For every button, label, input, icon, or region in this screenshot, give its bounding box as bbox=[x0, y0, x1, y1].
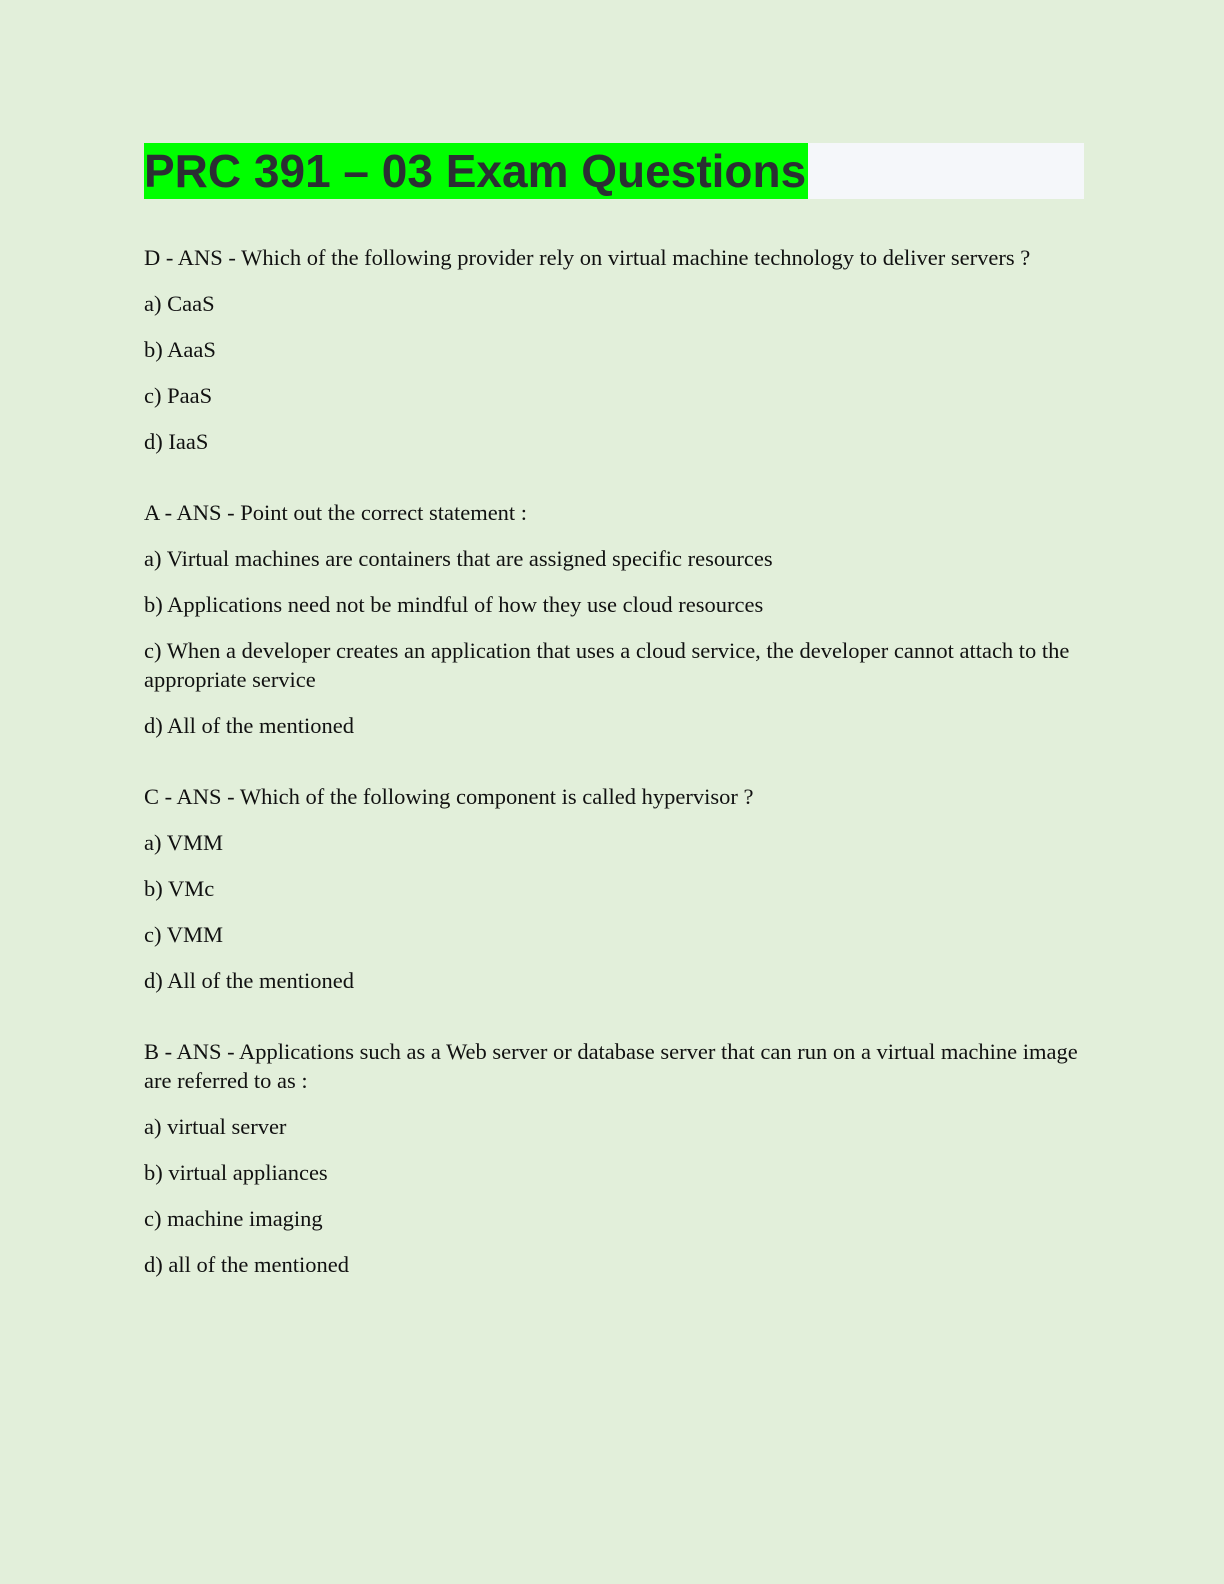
question-text: A - ANS - Point out the correct statement : bbox=[144, 500, 528, 525]
option-b: b) VMc bbox=[144, 876, 215, 901]
option-c: c) VMM bbox=[144, 922, 223, 947]
option-a: a) virtual server bbox=[144, 1114, 287, 1139]
question-block-1 bbox=[144, 243, 1084, 456]
option-a: a) CaaS bbox=[144, 291, 215, 316]
option-d: d) All of the mentioned bbox=[144, 713, 354, 738]
question-text: B - ANS - Applications such as a Web server or database server that can run on a virtual machine image are referred to as : bbox=[144, 1039, 1078, 1093]
option-b: b) AaaS bbox=[144, 337, 216, 362]
option-c: c) When a developer creates an application that uses a cloud service, the developer cannot attach to the appropriate service bbox=[144, 638, 1070, 692]
option-d: d) IaaS bbox=[144, 429, 209, 454]
option-c: c) PaaS bbox=[144, 383, 213, 408]
option-d: d) all of the mentioned bbox=[144, 1252, 349, 1277]
questions-list bbox=[144, 243, 1084, 1321]
option-a: a) Virtual machines are containers that are assigned specific resources bbox=[144, 546, 773, 571]
question-block-4 bbox=[144, 1037, 1084, 1279]
question-text: C - ANS - Which of the following component is called hypervisor ? bbox=[144, 784, 754, 809]
option-a: a) VMM bbox=[144, 830, 223, 855]
option-b: b) Applications need not be mindful of how they use cloud resources bbox=[144, 592, 764, 617]
option-c: c) machine imaging bbox=[144, 1206, 323, 1231]
option-d: d) All of the mentioned bbox=[144, 968, 354, 993]
question-block-2 bbox=[144, 498, 1084, 740]
question-text: D - ANS - Which of the following provider rely on virtual machine technology to deliver servers ? bbox=[144, 245, 1031, 270]
page-title: PRC 391 – 03 Exam Questions bbox=[144, 145, 807, 197]
question-block-3 bbox=[144, 782, 1084, 995]
option-b: b) virtual appliances bbox=[144, 1160, 328, 1185]
title-bar bbox=[144, 143, 1084, 199]
